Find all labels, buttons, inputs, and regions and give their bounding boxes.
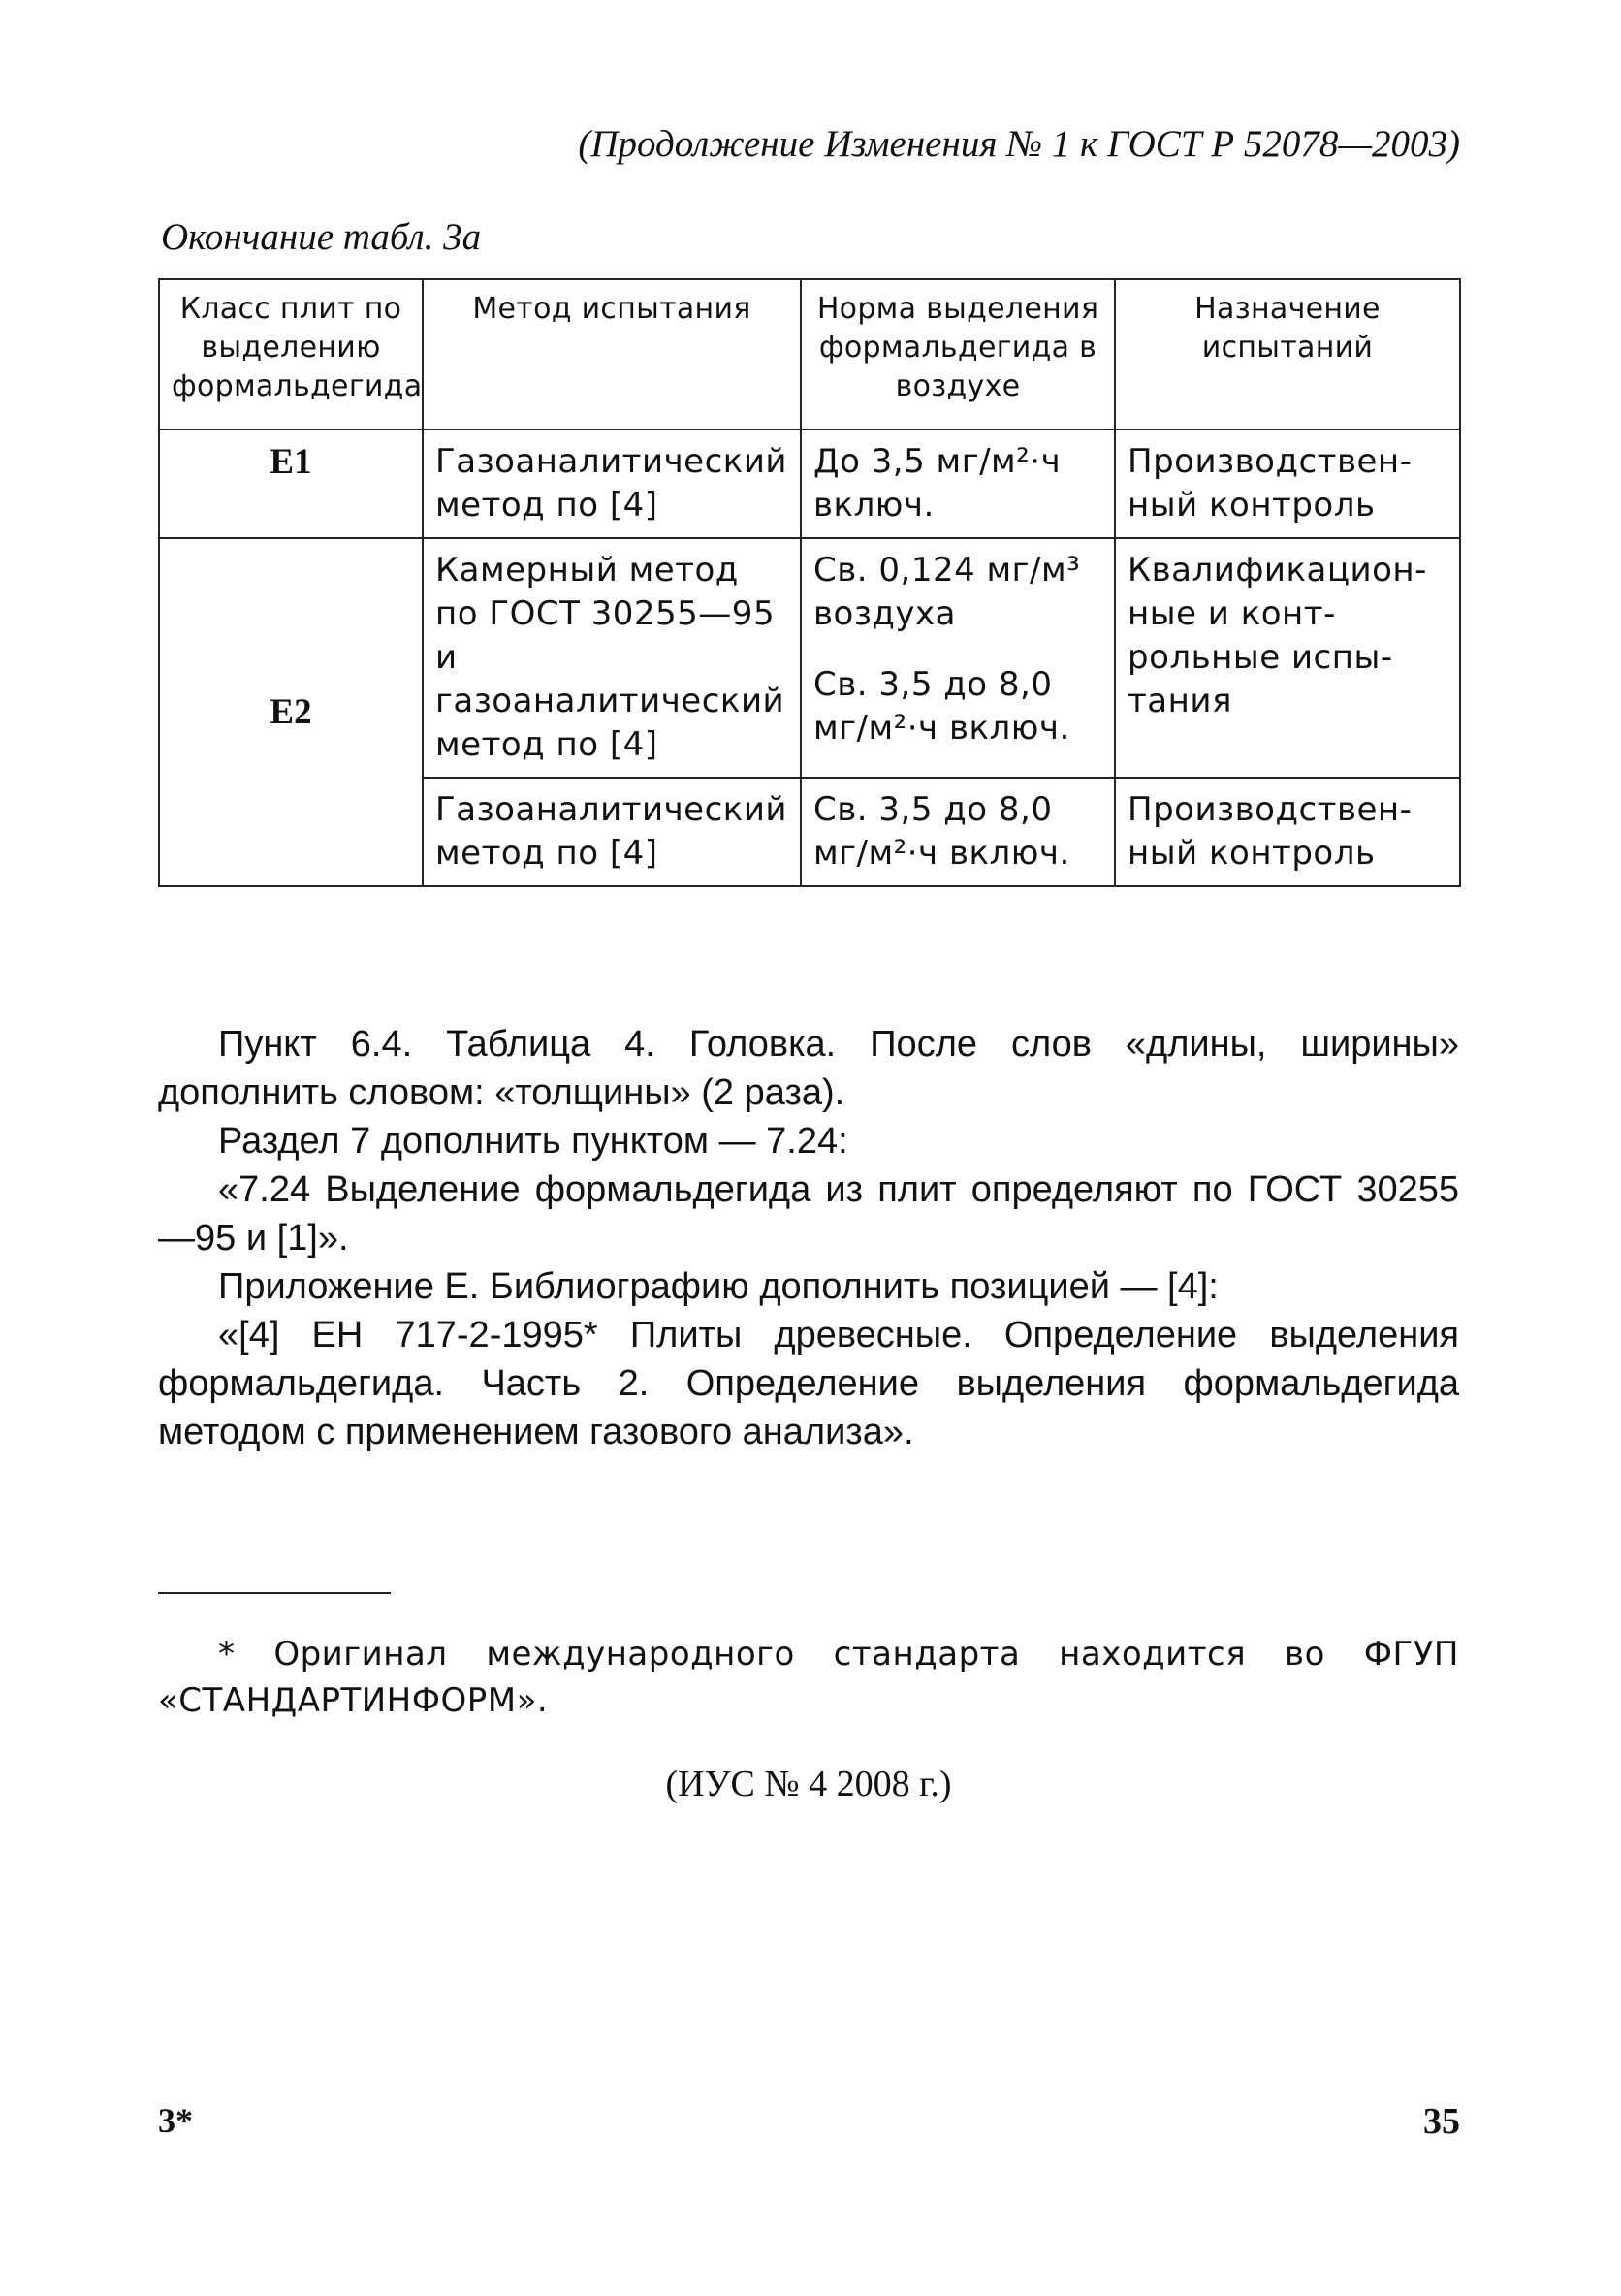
cell-purpose: Производствен-ный контроль [1115,778,1460,886]
ius-reference: (ИУС № 4 2008 г.) [665,1764,952,1804]
cell-method: Газоаналитический метод по [4] [423,778,801,886]
norm-line-1: Св. 0,124 мг/м³ воздуха [813,551,1081,633]
header-cell-method: Метод испытания [423,279,801,430]
header-cell-class: Класс плит по выделению формальдегида [159,279,423,430]
table-row [159,430,1460,538]
norm-line-2: Св. 3,5 до 8,0 мг/м²·ч включ. [813,665,1070,748]
header-cell-purpose: Назначение испытаний [1115,279,1460,430]
cell-method: Камерный метод по ГОСТ 30255—95 и газоаналитический метод по [4] [423,538,801,778]
page-number: 35 [1423,2101,1460,2142]
cell-class: E1 [159,430,423,538]
continuation-header: (Продолжение Изменения № 1 к ГОСТ Р 52078—2003) [578,123,1460,165]
cell-norm: До 3,5 мг/м²·ч включ. [801,430,1115,538]
cell-purpose: Производствен-ный контроль [1115,430,1460,538]
paragraph: Раздел 7 дополнить пунктом — 7.24: [218,1121,848,1162]
cell-norm [801,538,1115,778]
cell-method: Газоаналитический метод по [4] [423,430,801,538]
paragraph: «[4] ЕН 717-2-1995* Плиты древесные. Определение выделения формальдегида. Часть 2. Определение выделения формальдегида методом с применением газового анализа». [158,1315,1459,1452]
footnote: * Оригинал международного стандарта находится во ФГУП «СТАНДАРТИНФОРМ». [158,1635,1459,1720]
header-cell-norm: Норма выделения формальдегида в воздухе [801,279,1115,430]
formaldehyde-class-table [158,278,1461,887]
table-caption: Окончание табл. 3а [161,216,482,258]
cell-class: E2 [159,538,423,886]
paragraph: Приложение Е. Библиографию дополнить позицией — [4]: [218,1266,1219,1307]
table-header-row [159,279,1460,430]
body-text [158,1020,1459,1456]
cell-purpose: Квалификацион-ные и конт-рольные испы-тания [1115,538,1460,778]
footnote-divider [158,1592,391,1594]
paragraph: «7.24 Выделение формальдегида из плит определяют по ГОСТ 30255—95 и [1]». [158,1169,1459,1259]
cell-norm: Св. 3,5 до 8,0 мг/м²·ч включ. [801,778,1115,886]
paragraph: Пункт 6.4. Таблица 4. Головка. После слов «длины, ширины» дополнить словом: «толщины» (2 раза). [158,1024,1459,1113]
page-signature: 3* [158,2101,193,2140]
table-row [159,538,1460,778]
